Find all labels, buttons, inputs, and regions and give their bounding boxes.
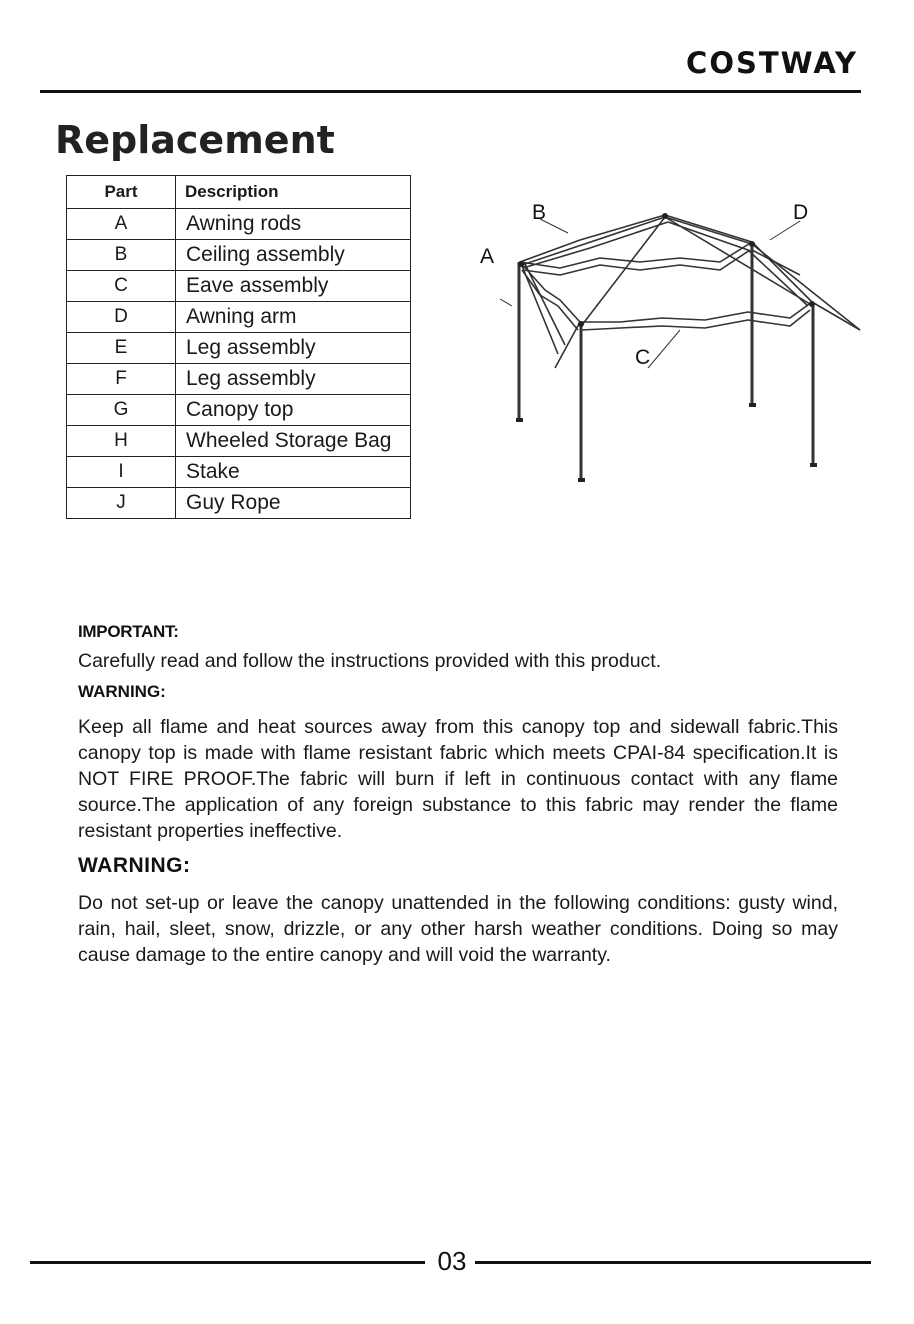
part-code: D [67,302,176,333]
table-row [67,240,411,271]
part-description: Awning arm [176,302,411,333]
part-code: E [67,333,176,364]
column-header-part: Part [67,176,176,209]
part-description: Stake [176,457,411,488]
part-code: H [67,426,176,457]
header-divider [40,90,861,93]
part-code: F [67,364,176,395]
warning-heading: WARNING: [78,682,166,701]
parts-table [66,175,411,519]
table-row [67,302,411,333]
table-row [67,457,411,488]
table-row [67,488,411,519]
part-description: Awning rods [176,209,411,240]
brand-logo: COSTWAY [686,46,858,80]
diagram-label-d: D [793,201,809,224]
part-code: G [67,395,176,426]
canopy-frame-diagram [465,195,865,490]
warning-fire-text: Keep all flame and heat sources away from this canopy top and sidewall fabric.This canopy top is made with flame resistant fabric which meets CPAI-84 specification.It is NOT FIRE PROOF.The fabric will burn if left in continuous contact with any flame source.The application of any foreign substance to this fabric may render the flame resistant properties ineffective. [78,716,838,842]
part-description: Leg assembly [176,333,411,364]
page-number: 03 [437,1246,467,1276]
warning-heading: WARNING: [78,854,191,877]
part-code: I [67,457,176,488]
part-code: J [67,488,176,519]
diagram-label-a: A [480,245,495,268]
footer-divider-right [475,1261,871,1264]
table-row [67,395,411,426]
table-row [67,333,411,364]
table-row [67,426,411,457]
part-description: Guy Rope [176,488,411,519]
column-header-description: Description [176,176,411,209]
table-row [67,209,411,240]
important-heading: IMPORTANT: [78,622,179,641]
table-row [67,364,411,395]
part-description: Leg assembly [176,364,411,395]
table-row [67,271,411,302]
safety-notes [78,622,838,968]
diagram-label-b: B [532,201,547,224]
parts-table-header [67,176,411,209]
part-code: C [67,271,176,302]
footer-divider-left [30,1261,425,1264]
warning-weather-text: Do not set-up or leave the canopy unattended in the following conditions: gusty wind, rain, hail, sleet, snow, drizzle, or any other harsh weather conditions. Doing so may cause damage to the entire canopy and will void the warranty. [78,892,838,966]
important-text: Carefully read and follow the instructions provided with this product. [78,650,662,672]
page-title: Replacement [55,118,335,162]
part-description: Wheeled Storage Bag [176,426,411,457]
part-description: Canopy top [176,395,411,426]
part-description: Eave assembly [176,271,411,302]
diagram-label-c: C [635,346,651,369]
part-code: A [67,209,176,240]
part-description: Ceiling assembly [176,240,411,271]
part-code: B [67,240,176,271]
